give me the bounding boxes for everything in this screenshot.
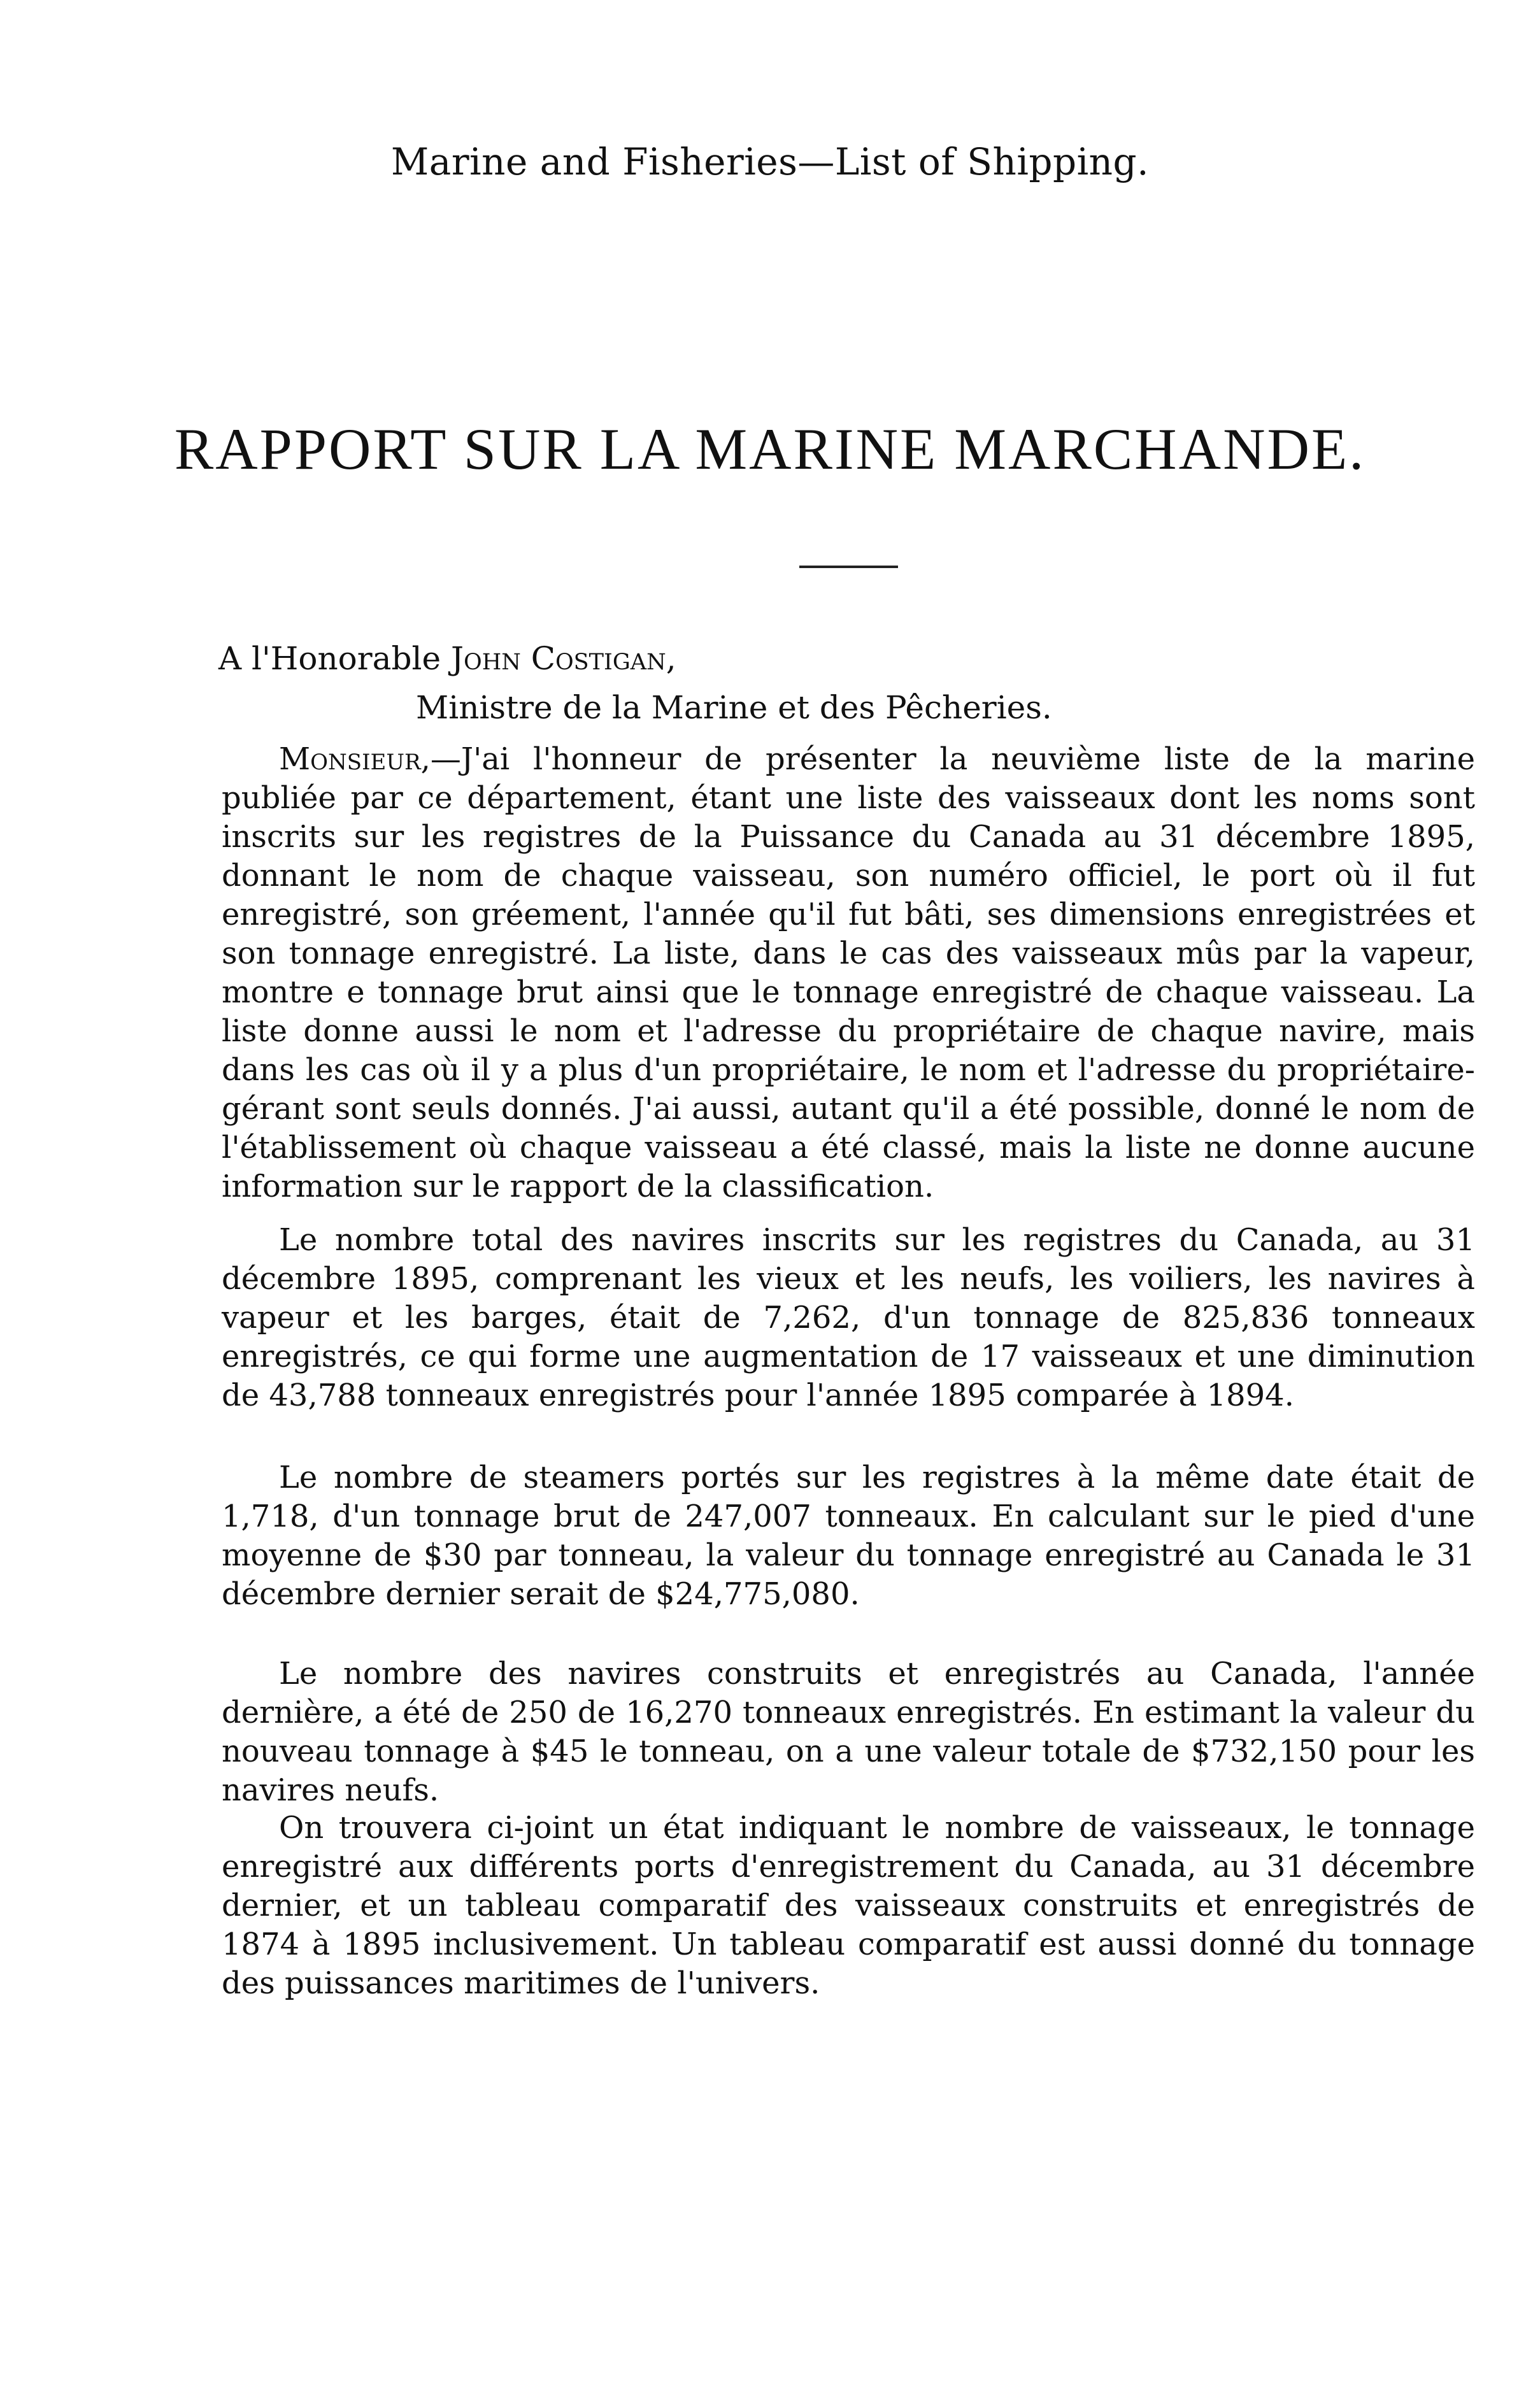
paragraph-total-vessels: Le nombre total des navires inscrits sur les registres du Canada, au 31 décembre 1895, comprenant les vieux et les neufs, les voiliers, les navires à vapeur et les barges, était de 7,262, d'un tonnage de 825,836 tonneaux enregistrés, ce qui forme une augmentation de 17 vaisseaux et une diminution de 43,788 tonneaux enregistrés pour l'année 1895 comparée à 1894. (222, 1222, 1475, 1413)
salutation-prefix: A l'Honorable (218, 640, 451, 677)
paragraph-steamers: Le nombre de steamers portés sur les registres à la même date était de 1,718, d'un tonnage brut de 247,007 tonneaux. En calculant sur le pied d'une moyenne de $30 par tonneau, la valeur du tonnage enregistré au Canada le 31 décembre dernier serait de $24,775,080. (222, 1460, 1475, 1612)
page-title: RAPPORT SUR LA MARINE MARCHANDE. (174, 417, 1366, 481)
salutation-role: Ministre de la Marine et des Pêcheries. (416, 689, 1052, 726)
paragraph-tables: On trouvera ci-joint un état indiquant le nombre de vaisseaux, le tonnage enregistré aux différents ports d'enregistrement du Canada, au 31 décembre dernier, et un tableau comparatif des vaisseaux construits et enregistrés de 1874 à 1895 inclusivement. Un tableau comparatif est aussi donné du tonnage des puissances maritimes de l'univers. (222, 1810, 1475, 2001)
paragraph-intro-text: —J'ai l'honneur de présenter la neuvième liste de la marine publiée par ce département, étant une liste des vaisseaux dont les noms sont inscrits sur les registres de la Puissance du Canada au 31 décembre 1895, donnant le nom de chaque vaisseau, son numéro officiel, le port où il fut enregistré, son gréement, l'année qu'il fut bâti, ses dimensions enregistrées et son tonnage enregistré. La liste, dans le cas des vaisseaux mûs par la vapeur, montre e tonnage brut ainsi que le tonnage enregistré de chaque vaisseau. La liste donne aussi le nom et l'adresse du propriétaire de chaque navire, mais dans les cas où il y a plus d'un propriétaire, le nom et l'adresse du propriétaire-gérant sont seuls donnés. J'ai aussi, autant qu'il a été possible, donné le nom de l'établissement où chaque vaisseau a été classé, mais la liste ne donne aucune information sur le rapport de la classification. (222, 741, 1475, 1204)
paragraph-intro (222, 740, 1475, 1206)
running-head: Marine and Fisheries—List of Shipping. (390, 140, 1150, 183)
title-divider (799, 566, 898, 568)
salutation-addressee (218, 640, 676, 677)
paragraph-new-vessels: Le nombre des navires construits et enregistrés au Canada, l'année dernière, a été de 250 de 16,270 tonneaux enregistrés. En estimant la valeur du nouveau tonnage à $45 le tonneau, on a une valeur totale de $732,150 pour les navires neufs. (222, 1656, 1475, 1808)
addressee-name: John Costigan, (450, 640, 676, 677)
opening-word: Monsieur, (279, 741, 431, 777)
